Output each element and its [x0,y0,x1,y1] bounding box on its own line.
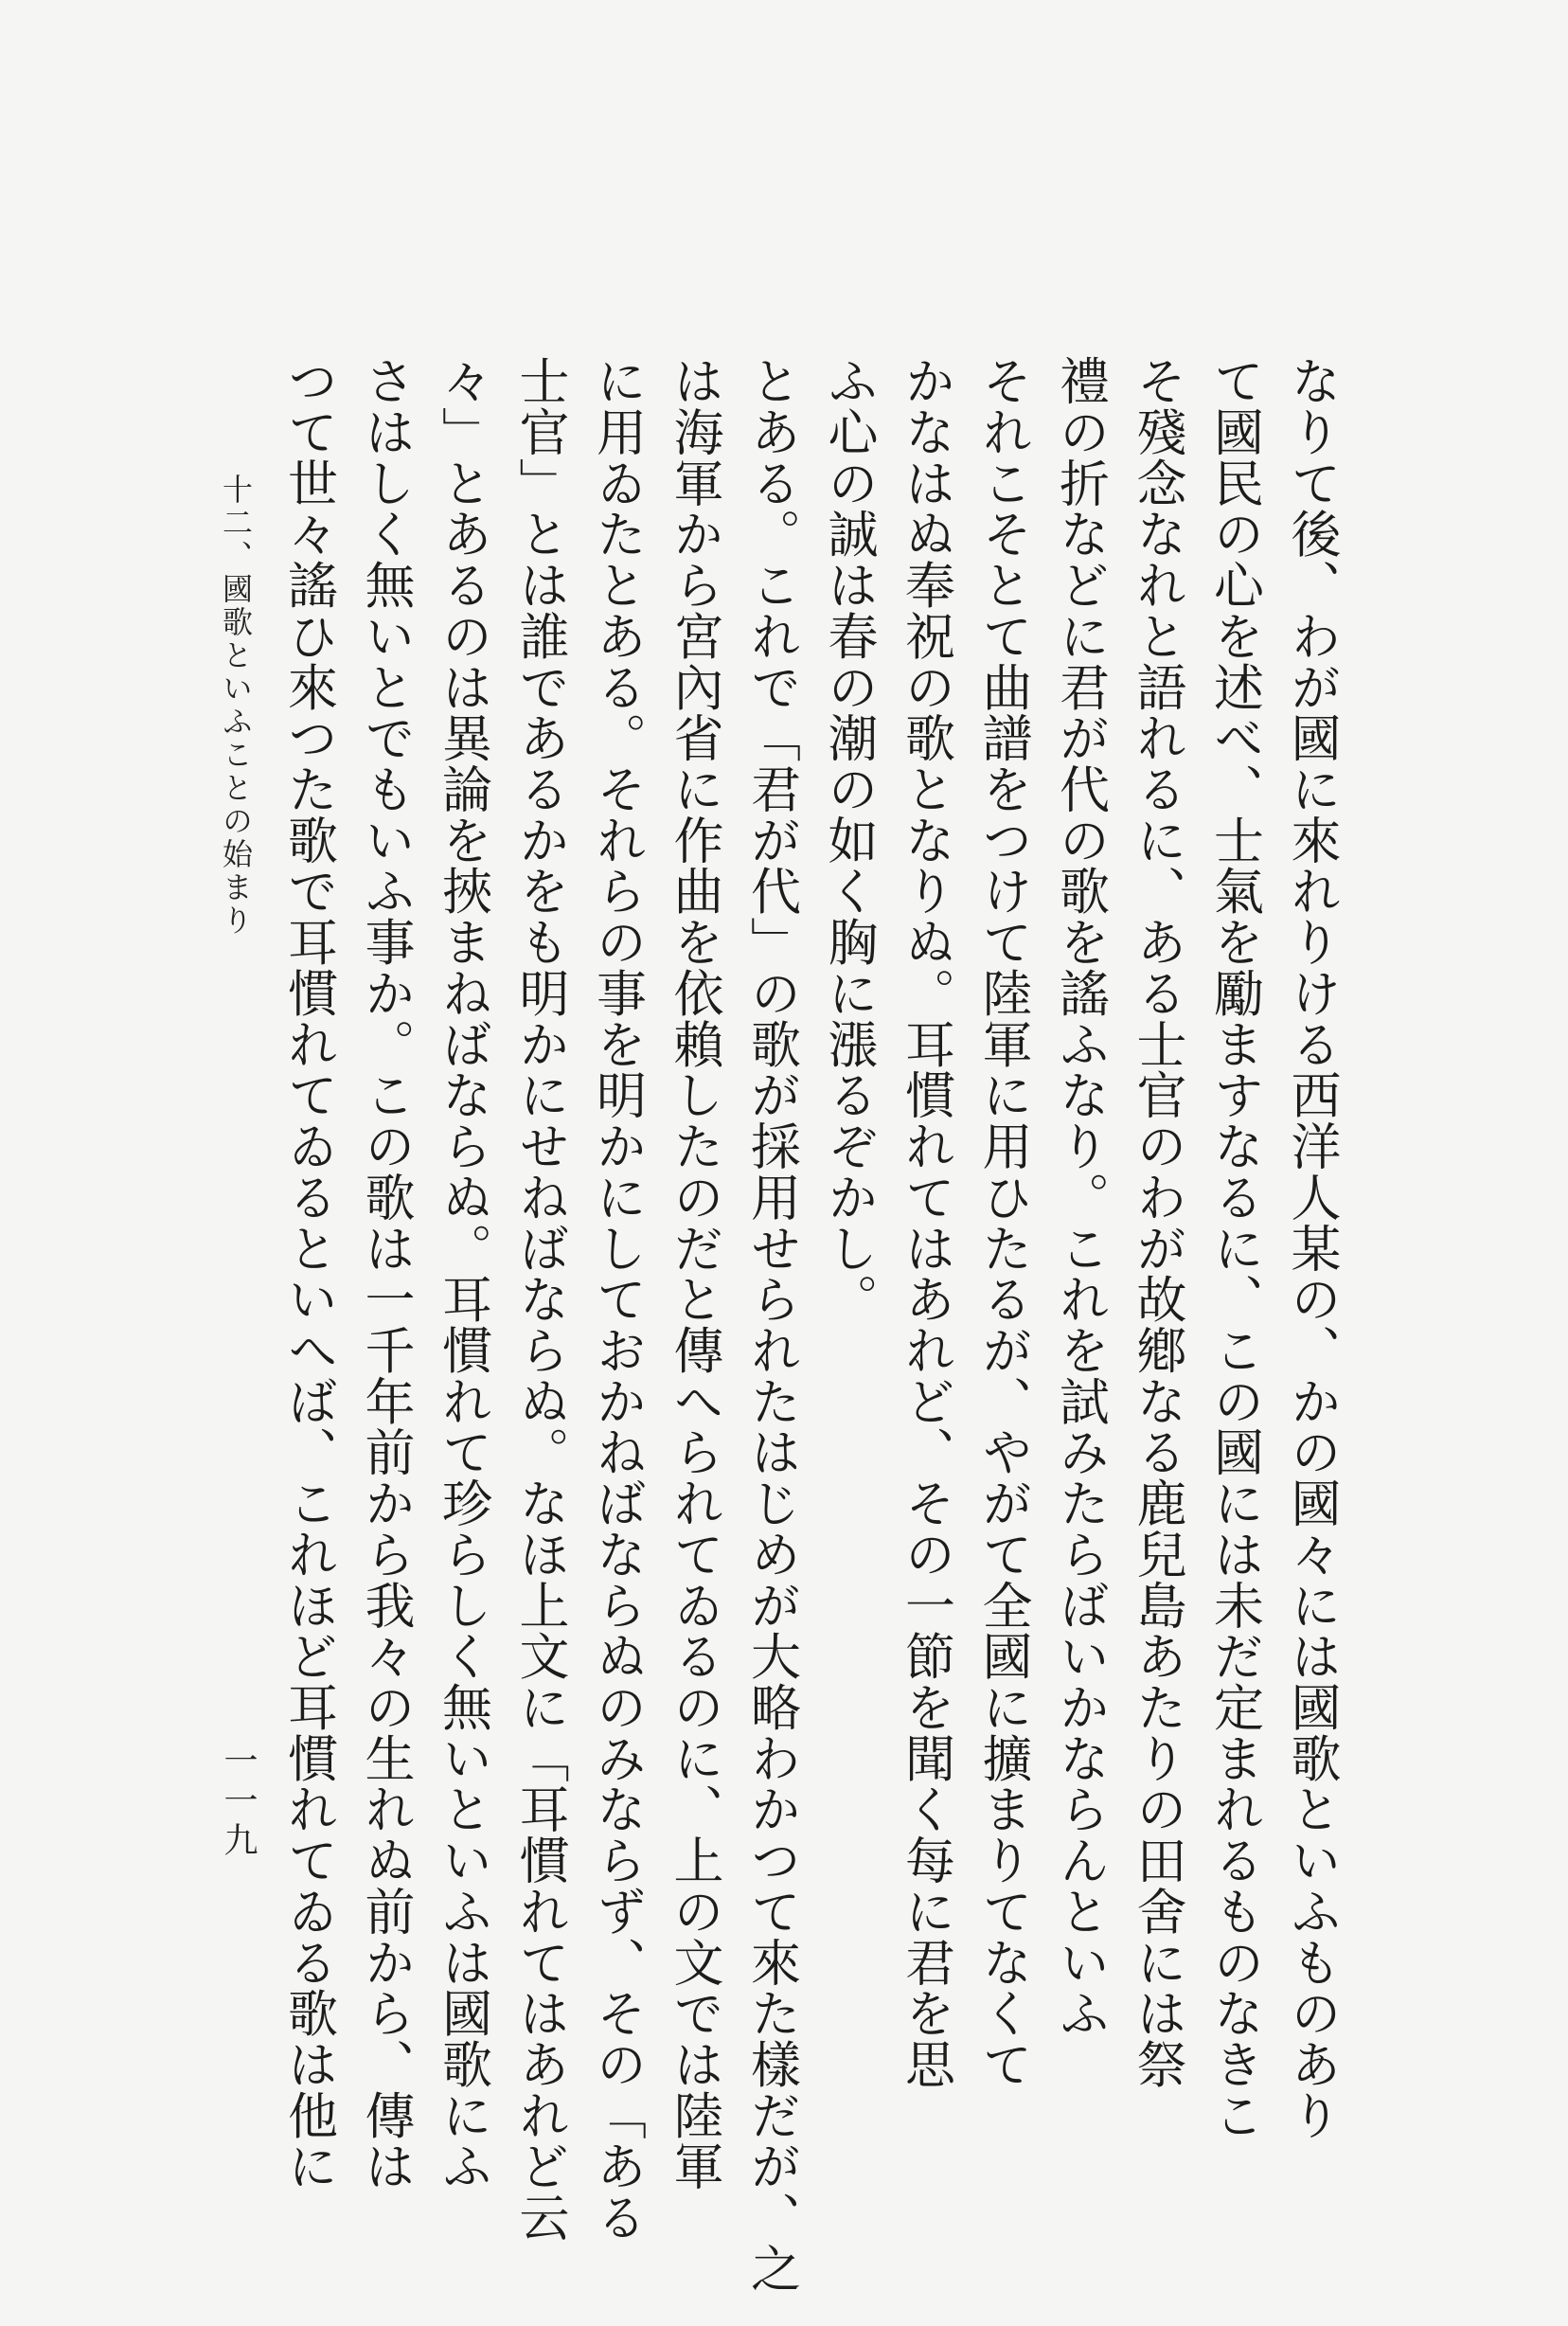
text-line: さはしく無いとでもいふ事か。この歌は一千年前から我々の生れぬ前から、傳は [357,355,415,2192]
text-line: かなはぬ奉祝の歌となりぬ。耳慣れてはあれど、その一節を聞く每に君を思 [897,355,955,2090]
page-number: 一一九 [219,1743,258,1862]
text-line: て國民の心を述べ、士氣を勵ますなるに、この國には未だ定まれるものなきこ [1205,355,1264,2141]
text-line: それこそとて曲譜をつけて陸軍に用ひたるが、やがて全國に擴まりてなくて [974,355,1032,2090]
text-line: は海軍から宮內省に作曲を依賴したのだと傳へられてゐるのに、上の文では陸軍 [666,355,723,2192]
text-line: ふ心の誠は春の潮の如く胸に漲るぞかし。 [820,355,878,1325]
text-line: に用ゐたとある。それらの事を明かにしておかねばならぬのみならず、その「ある [588,355,647,2243]
text-line: とある。これで「君が代」の歌が採用せられたはじめが大略わかつて來た樣だが、之 [742,355,801,2294]
text-line: 々」とあるのは異論を挾まねばならぬ。耳慣れて珍らしく無いといふは國歌にふ [434,355,492,2192]
text-line: なりて後、わが國に來れりける西洋人某の、かの國々には國歌といふものあり [1283,355,1341,2141]
bleed-through-shadow [630,284,707,333]
body-text [270,355,1350,2294]
text-line: そ殘念なれと語れるに、ある士官のわが故鄕なる鹿兒島あたりの田舍には祭 [1129,355,1186,2090]
text-line: 禮の折などに君が代の歌を謠ふなり。これを試みたらばいかならんといふ [1051,355,1110,2039]
text-line: つて世々謠ひ來つた歌で耳慣れてゐるといへば、これほど耳慣れてゐる歌は他に [279,355,338,2192]
text-line: 士官」とは誰であるかをも明かにせねばならぬ。なほ上文に「耳慣れてはあれど云 [511,355,569,2243]
running-title: 十二、國歌といふことの始まり [218,474,254,938]
